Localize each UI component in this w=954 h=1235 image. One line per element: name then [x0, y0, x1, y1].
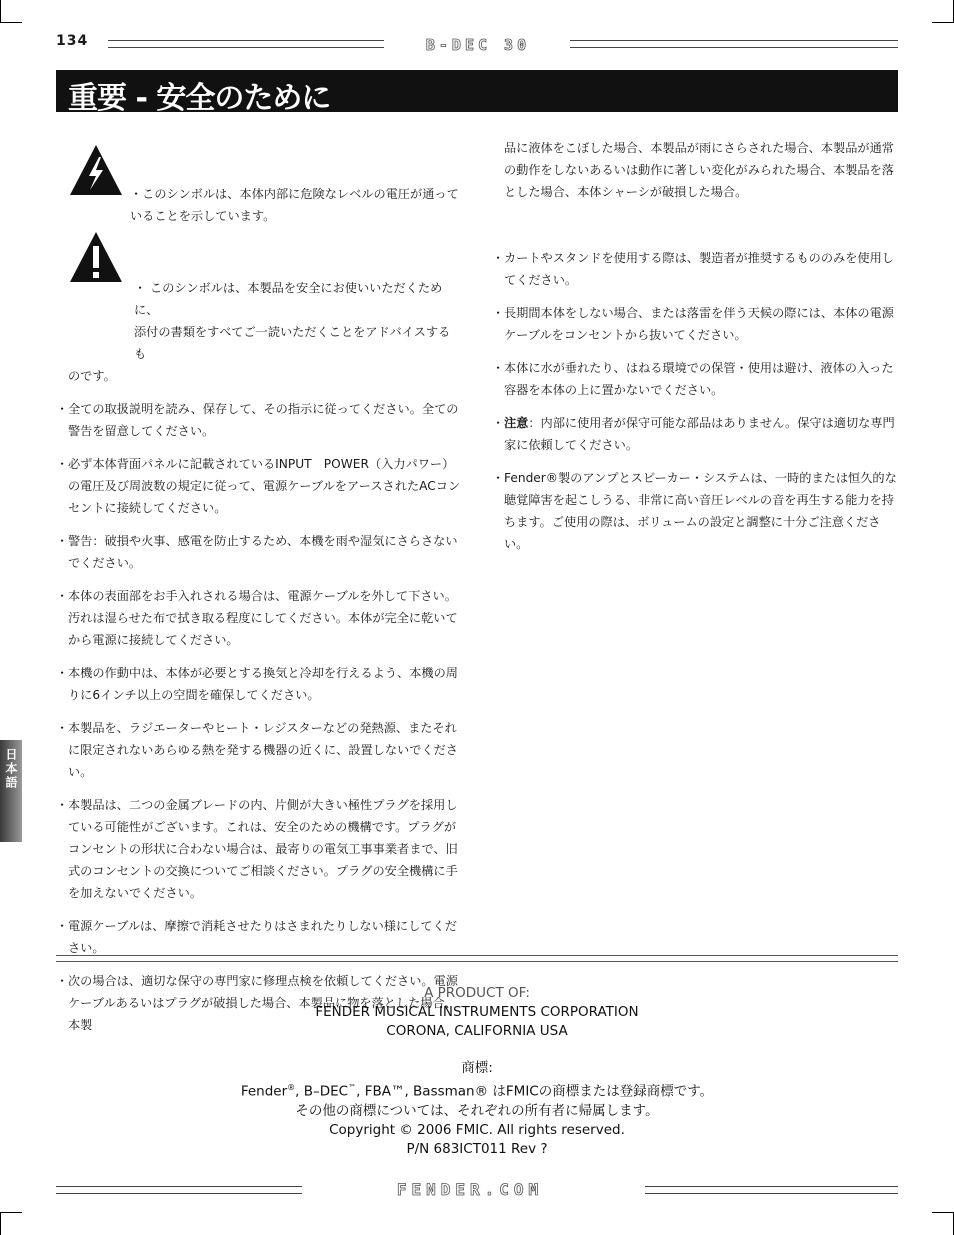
crop-mark — [932, 22, 954, 23]
tm-tm: ™ — [348, 1083, 357, 1092]
page-number: 134 — [56, 33, 89, 49]
model-name: B-DEC 30 — [425, 36, 531, 54]
left-column — [56, 183, 462, 1036]
company-location: CORONA, CALIFORNIA USA — [386, 1023, 568, 1039]
list-item-text: 長期間本体をしない場合、または落雷を伴う天候の際には、本体の電源ケーブルをコンセントから抜いてください。 — [504, 306, 894, 342]
continuation-text: 品に液体をこぼした場合、本製品が雨にさらされた場合、本製品が通常の動作をしないあるいは動作に著しい変化がみられた場合、本製品を落とした場合、本体シャーシが破損した場合。 — [504, 141, 894, 199]
list-item-text: Fender®製のアンプとスピーカー・システムは、一時的または恒久的な聴覚障害を起こしうる、非常に高い音圧レベルの音を再生する能力を持ちます。ご使用の際は、ボリュームの設定と調整に十分ご注意ください。 — [504, 471, 897, 551]
title-bar — [56, 70, 898, 116]
exclaim-symbol-line2: 添付の書類をすべてご一読いただくことをアドバイスするも — [134, 325, 451, 361]
list-item-text: 本体に水が垂れたり、はねる環境での保管・使用は避け、液体の入った容器を本体の上に置かないでください。 — [504, 361, 894, 397]
list-item-text: 本体の表面部をお手入れされる場合は、電源ケーブルを外して下さい。汚れは湿らせた布で拭き取る程度にしてください。本体が完全に乾いてから電源に接続してください。 — [68, 589, 458, 647]
caution-text: ：内部に使用者が保守可能な部品はありません。保守は適切な専門家に依頼してください。 — [504, 416, 895, 452]
right-column — [492, 137, 898, 555]
language-tab-label: 日本語 — [4, 748, 18, 790]
part-number: P/N 683ICT011 Rev ? — [406, 1140, 548, 1157]
exclaim-symbol-line3: のです。 — [68, 369, 116, 383]
list-item: ・ 電源ケーブルは、摩擦で消耗させたりはさまれたりしない様にしてください。 — [56, 919, 457, 955]
website: FENDER.COM — [396, 1180, 544, 1199]
list-item-text: 本製品を、ラジエーターやヒート・レジスターなどの発熱源、またそれに限定されないあらゆる熱を発する機器の近くに、設置しないでください。 — [68, 721, 458, 779]
footer-divider — [56, 955, 898, 956]
header-rule-right — [570, 40, 898, 48]
trademark-heading: 商標: — [461, 1060, 493, 1076]
language-tab — [0, 740, 22, 842]
tm-reg: ® — [287, 1083, 296, 1092]
list-item-text: 本製品は、二つの金属ブレードの内、片側が大きい極性プラグを採用している可能性がございます。これは、安全のための機構です。プラグがコンセントの形状に合わない場合は、最寄りの電気工事事業者まで、旧式のコンセントの交換についてご相談ください。プラグの安全機構に手を加えないでください。 — [68, 798, 458, 900]
list-item: ・ 注意：内部に使用者が保守可能な部品はありません。保守は適切な専門家に依頼してください。 — [492, 416, 895, 452]
page-title: 重要 - 安全のために — [68, 81, 331, 116]
list-item: ・ 全ての取扱説明を読み、保存して、その指示に従ってください。全ての警告を留意してください。 — [56, 402, 459, 438]
exclaim-symbol-line1: ・ このシンボルは、本製品を安全にお使いいただくために、 — [134, 281, 443, 317]
header-rule-left — [108, 40, 384, 48]
crop-mark — [0, 0, 1, 22]
crop-mark — [932, 1212, 954, 1213]
tm-rest: , FBA™, Bassman® はFMICの商標または登録商標です。 — [356, 1083, 714, 1100]
list-item-text: 本機の作動中は、本体が必要とする換気と冷却を行えるよう、本機の周りに6インチ以上の空間を確保してください。 — [68, 666, 458, 702]
footer-divider — [56, 961, 898, 962]
list-item-text: カートやスタンドを使用する際は、製造者が推奨するもののみを使用してください。 — [504, 251, 894, 287]
list-item: ・ 本機の作動中は、本体が必要とする換気と冷却を行えるよう、本機の周りに6インチ以上の空間を確保してください。 — [56, 666, 458, 702]
list-item-text: 必ず本体背面パネルに記載されているINPUT POWER（入力パワー）の電圧及び周波数の規定に従って、電源ケーブルをアースされたACコンセントに接続してください。 — [68, 457, 461, 515]
list-item: ・ 本製品を、ラジエーターやヒート・レジスターなどの発熱源、またそれに限定されないあらゆる熱を発する機器の近くに、設置しないでください。 — [56, 721, 458, 779]
footer-rule-right — [645, 1186, 898, 1194]
list-item-text: 全ての取扱説明を読み、保存して、その指示に従ってください。全ての警告を留意してください。 — [68, 402, 459, 438]
list-item: ・ 必ず本体背面パネルに記載されているINPUT POWER（入力パワー）の電圧及び周波数の規定に従って、電源ケーブルをアースされたACコンセントに接続してください。 — [56, 457, 461, 515]
tm-bdec: , B–DEC — [295, 1083, 349, 1100]
list-item-text: 警告：破損や火事、感電を防止するため、本機を雨や湿気にさらさないでください。 — [68, 534, 458, 570]
tm-fender: Fender — [240, 1083, 288, 1100]
list-item: ・ 次の場合は、適切な保守の専門家に修理点検を依頼してください。電源ケーブルあるいはプラグが破損した場合、本製品に物を落とした場合、本製 — [56, 974, 458, 1032]
footer — [0, 984, 954, 1159]
company-name: FENDER MUSICAL INSTRUMENTS CORPORATION — [315, 1004, 639, 1020]
list-item-text: 電源ケーブルは、摩擦で消耗させたりはさまれたりしない様にしてください。 — [68, 919, 457, 955]
list-item: ・ 長期間本体をしない場合、または落雷を伴う天候の際には、本体の電源ケーブルをコンセントから抜いてください。 — [492, 306, 894, 342]
list-item: ・ 本体の表面部をお手入れされる場合は、電源ケーブルを外して下さい。汚れは湿らせた布で拭き取る程度にしてください。本体が完全に乾いてから電源に接続してください。 — [56, 589, 458, 647]
list-item: ・ 本製品は、二つの金属ブレードの内、片側が大きい極性プラグを採用している可能性がございます。これは、安全のための機構です。プラグがコンセントの形状に合わない場合は、最寄りの電気工事事業者まで、旧式のコンセントの交換についてご相談ください。プラグの安全機構に手を加えないでください。 — [56, 798, 458, 900]
trademark-line — [0, 1078, 954, 1102]
other-marks: その他の商標については、それぞれの所有者に帰属します。 — [295, 1102, 659, 1119]
list-item: ・ 本体に水が垂れたり、はねる環境での保管・使用は避け、液体の入った容器を本体の上に置かないでください。 — [492, 361, 894, 397]
list-item: ・ Fender®製のアンプとスピーカー・システムは、一時的または恒久的な聴覚障害を起こしうる、非常に高い音圧レベルの音を再生する能力を持ちます。ご使用の際は、ボリュームの設定と調整に十分ご注意ください。 — [492, 471, 897, 551]
list-item: ・ 警告：破損や火事、感電を防止するため、本機を雨や湿気にさらさないでください。 — [56, 534, 458, 570]
list-item-text: 次の場合は、適切な保守の専門家に修理点検を依頼してください。電源ケーブルあるいはプラグが破損した場合、本製品に物を落とした場合、本製 — [68, 974, 458, 1032]
crop-mark — [0, 1212, 22, 1213]
a-product-of: A PRODUCT OF: — [424, 985, 530, 1001]
crop-mark — [0, 22, 22, 23]
caution-label: 注意 — [504, 416, 529, 430]
crop-mark — [0, 1212, 1, 1235]
copyright: Copyright © 2006 FMIC. All rights reserved. — [329, 1121, 625, 1138]
footer-rule-left — [56, 1186, 302, 1194]
electric-symbol-text: ・このシンボルは、本体内部に危険なレベルの電圧が通っていることを示しています。 — [130, 187, 459, 223]
list-item: ・ カートやスタンドを使用する際は、製造者が推奨するもののみを使用してください。 — [492, 251, 894, 287]
